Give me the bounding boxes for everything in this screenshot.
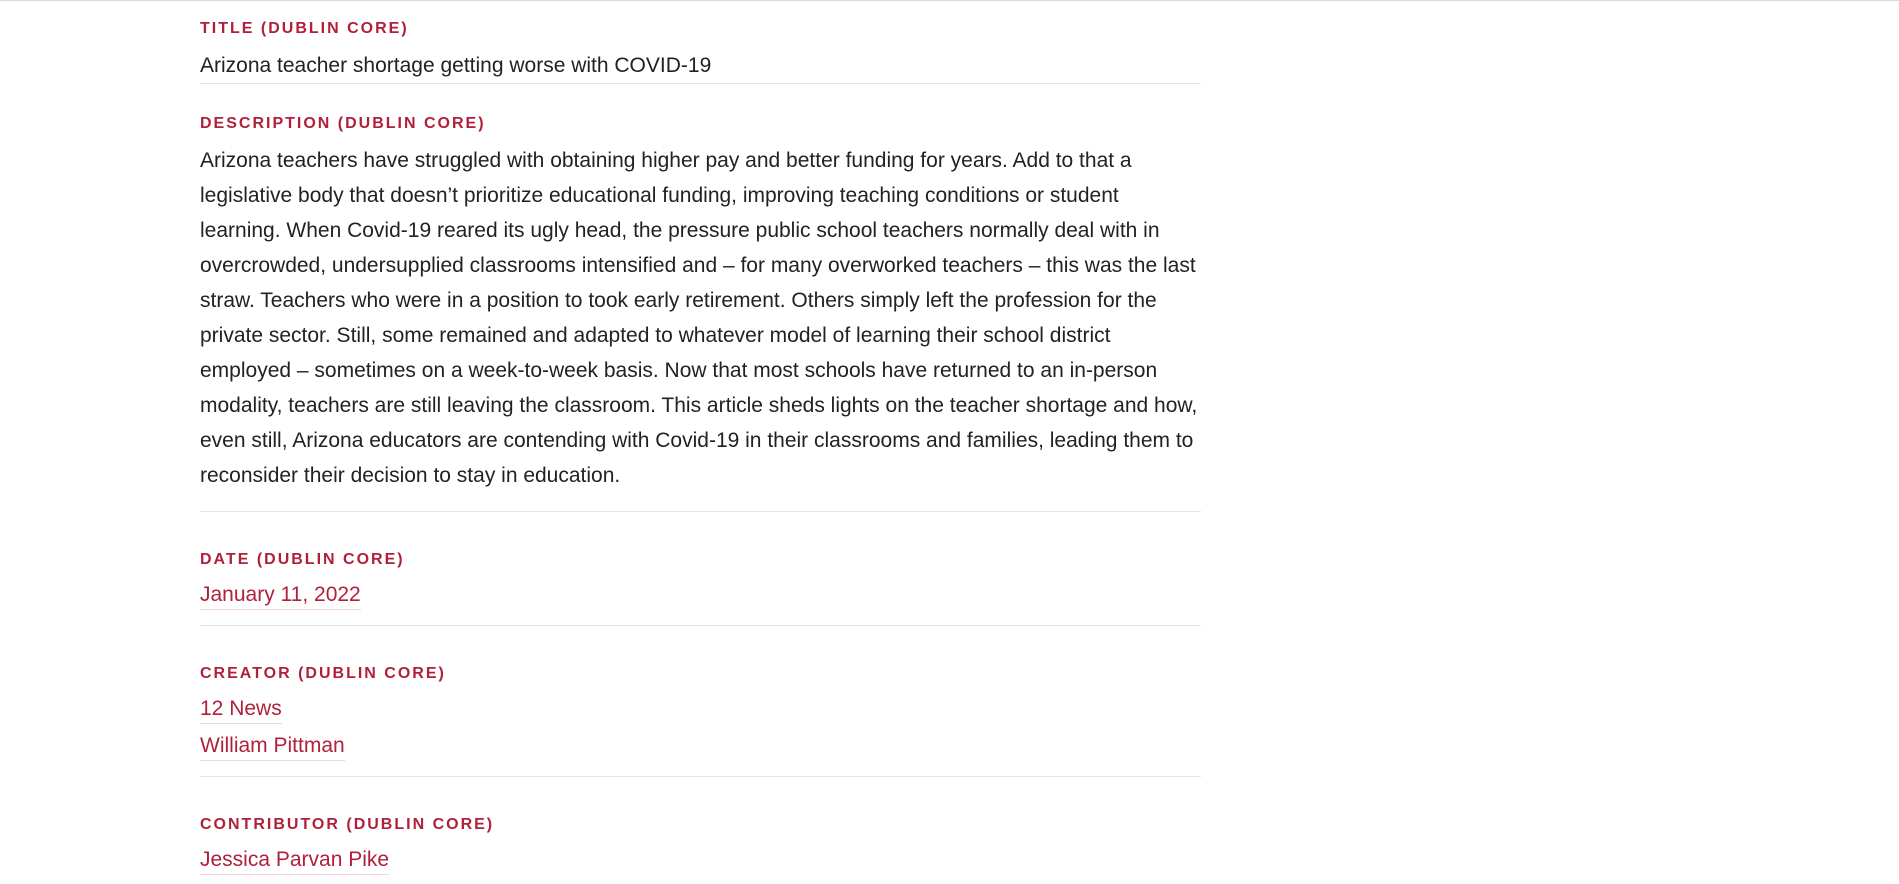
- field-creator: [200, 626, 1201, 777]
- field-value: Arizona teacher shortage getting worse with COVID-19: [200, 54, 712, 77]
- creator-link[interactable]: William Pittman: [200, 732, 345, 761]
- field-description: [200, 84, 1201, 512]
- date-link[interactable]: January 11, 2022: [200, 581, 361, 610]
- field-values: [200, 695, 1201, 769]
- field-values: [200, 581, 1201, 618]
- field-contributor: [200, 777, 1201, 883]
- field-label: TITLE (DUBLIN CORE): [200, 20, 409, 37]
- field-label: CREATOR (DUBLIN CORE): [200, 665, 446, 682]
- field-values: [200, 846, 1201, 883]
- field-value: Arizona teachers have struggled with obtaining higher pay and better funding for years. Add to that a legislative body that doesn’t prioritize educational funding, improving teaching conditions or student learning. When Covid-19 reared its ugly head, the pressure public school teachers normally deal with in overcrowded, undersupplied classrooms intensified and – for many overworked teachers – this was the last straw. Teachers who were in a position to took early retirement. Others simply left the profession for the private sector. Still, some remained and adapted to whatever model of learning their school district employed – sometimes on a week-to-week basis. Now that most schools have returned to an in-person modality, teachers are still leaving the classroom. This article sheds lights on the teacher shortage and how, even still, Arizona educators are contending with Covid-19 in their classrooms and families, leading them to reconsider their decision to stay in education.: [200, 149, 1198, 487]
- contributor-link[interactable]: Jessica Parvan Pike: [200, 846, 389, 875]
- field-label: CONTRIBUTOR (DUBLIN CORE): [200, 816, 495, 833]
- field-label: DATE (DUBLIN CORE): [200, 551, 405, 568]
- metadata-list: [200, 0, 1201, 883]
- field-label: DESCRIPTION (DUBLIN CORE): [200, 115, 486, 132]
- creator-link[interactable]: 12 News: [200, 695, 282, 724]
- field-date: [200, 512, 1201, 626]
- field-title: [200, 0, 1201, 84]
